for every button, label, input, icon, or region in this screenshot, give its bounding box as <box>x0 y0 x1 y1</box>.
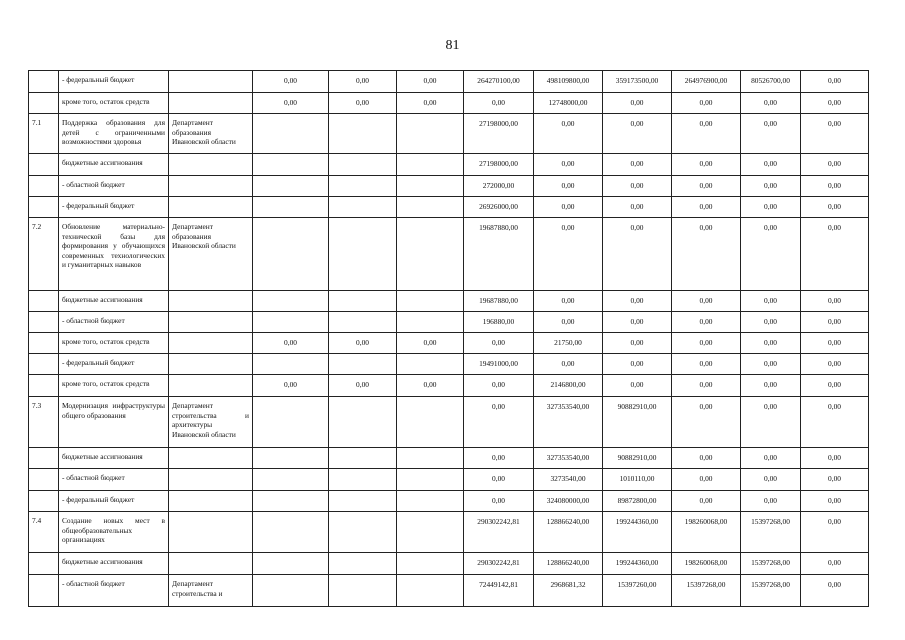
item-name-cell: - областной бюджет <box>59 176 169 197</box>
amount-cell: 0,00 <box>801 553 869 575</box>
item-number-cell: 7.3 <box>29 397 59 448</box>
amount-cell: 0,00 <box>741 114 801 154</box>
amount-cell: 21750,00 <box>534 333 603 354</box>
amount-cell: 0,00 <box>741 312 801 333</box>
amount-cell: 0,00 <box>801 397 869 448</box>
amount-cell <box>253 469 329 491</box>
item-number-cell <box>29 93 59 114</box>
amount-cell <box>329 512 397 553</box>
table-row <box>29 575 869 607</box>
amount-cell: 0,00 <box>329 93 397 114</box>
amount-cell: 15397260,00 <box>603 575 672 607</box>
amount-cell: 0,00 <box>329 333 397 354</box>
page-number: 81 <box>445 38 460 53</box>
amount-cell: 0,00 <box>801 218 869 291</box>
amount-cell: 0,00 <box>534 354 603 375</box>
department-cell <box>169 354 253 375</box>
amount-cell: 0,00 <box>603 375 672 397</box>
amount-cell: 327353540,00 <box>534 397 603 448</box>
amount-cell: 128866240,00 <box>534 512 603 553</box>
item-number-cell <box>29 375 59 397</box>
amount-cell: 0,00 <box>534 154 603 176</box>
department-cell <box>169 448 253 469</box>
item-name-cell: - федеральный бюджет <box>59 491 169 512</box>
amount-cell: 1010110,00 <box>603 469 672 491</box>
item-number-cell <box>29 291 59 312</box>
item-number-cell <box>29 553 59 575</box>
item-name-cell: - областной бюджет <box>59 312 169 333</box>
item-number-cell <box>29 491 59 512</box>
amount-cell: 327353540,00 <box>534 448 603 469</box>
amount-cell: 0,00 <box>672 291 741 312</box>
item-name-cell: кроме того, остаток средств <box>59 375 169 397</box>
amount-cell <box>253 553 329 575</box>
amount-cell <box>253 575 329 607</box>
amount-cell <box>397 512 464 553</box>
table-row <box>29 291 869 312</box>
amount-cell: 0,00 <box>397 375 464 397</box>
amount-cell: 359173500,00 <box>603 71 672 93</box>
amount-cell: 0,00 <box>741 333 801 354</box>
amount-cell: 0,00 <box>801 291 869 312</box>
amount-cell <box>329 448 397 469</box>
amount-cell: 0,00 <box>603 354 672 375</box>
amount-cell <box>253 491 329 512</box>
amount-cell <box>253 512 329 553</box>
department-cell <box>169 333 253 354</box>
amount-cell: 324080000,00 <box>534 491 603 512</box>
amount-cell: 0,00 <box>801 333 869 354</box>
amount-cell <box>329 114 397 154</box>
table-row <box>29 197 869 218</box>
table-row <box>29 512 869 553</box>
amount-cell <box>397 291 464 312</box>
amount-cell: 0,00 <box>741 491 801 512</box>
amount-cell: 0,00 <box>329 71 397 93</box>
amount-cell <box>253 354 329 375</box>
department-cell <box>169 312 253 333</box>
amount-cell: 0,00 <box>534 114 603 154</box>
amount-cell: 0,00 <box>603 218 672 291</box>
table-row <box>29 448 869 469</box>
amount-cell <box>329 312 397 333</box>
amount-cell: 89872800,00 <box>603 491 672 512</box>
table-row <box>29 491 869 512</box>
item-name-cell: Поддержка образования для детей с ограниченными возможностями здоровья <box>59 114 169 154</box>
amount-cell: 290302242,81 <box>464 553 534 575</box>
amount-cell: 0,00 <box>741 375 801 397</box>
amount-cell <box>397 448 464 469</box>
department-cell <box>169 291 253 312</box>
department-cell <box>169 553 253 575</box>
amount-cell: 0,00 <box>464 375 534 397</box>
department-cell: Департамент строительства и архитектуры Ивановской области <box>169 397 253 448</box>
amount-cell: 0,00 <box>329 375 397 397</box>
table-row <box>29 397 869 448</box>
amount-cell: 0,00 <box>672 469 741 491</box>
amount-cell: 90882910,00 <box>603 397 672 448</box>
amount-cell <box>329 154 397 176</box>
amount-cell: 0,00 <box>672 114 741 154</box>
amount-cell: 196880,00 <box>464 312 534 333</box>
amount-cell: 72449142,81 <box>464 575 534 607</box>
item-name-cell: - областной бюджет <box>59 575 169 607</box>
amount-cell <box>253 312 329 333</box>
item-name-cell: Обновление материально-технической базы для формирования у обучающихся современных технологических и гуманитарных навыков <box>59 218 169 291</box>
amount-cell: 199244360,00 <box>603 512 672 553</box>
amount-cell <box>329 469 397 491</box>
amount-cell: 0,00 <box>801 71 869 93</box>
item-number-cell <box>29 71 59 93</box>
amount-cell: 0,00 <box>672 448 741 469</box>
item-number-cell <box>29 197 59 218</box>
item-name-cell: - областной бюджет <box>59 469 169 491</box>
amount-cell <box>253 448 329 469</box>
amount-cell <box>329 197 397 218</box>
item-number-cell <box>29 354 59 375</box>
amount-cell <box>397 218 464 291</box>
item-name-cell: бюджетные ассигнования <box>59 291 169 312</box>
amount-cell: 272000,00 <box>464 176 534 197</box>
amount-cell: 19687880,00 <box>464 291 534 312</box>
item-name-cell: кроме того, остаток средств <box>59 93 169 114</box>
amount-cell: 0,00 <box>741 218 801 291</box>
amount-cell: 0,00 <box>603 114 672 154</box>
amount-cell: 0,00 <box>672 197 741 218</box>
department-cell <box>169 197 253 218</box>
amount-cell: 290302242,81 <box>464 512 534 553</box>
item-name-cell: бюджетные ассигнования <box>59 154 169 176</box>
amount-cell <box>329 218 397 291</box>
item-name-cell: - федеральный бюджет <box>59 197 169 218</box>
amount-cell: 0,00 <box>801 312 869 333</box>
amount-cell: 0,00 <box>603 154 672 176</box>
amount-cell: 0,00 <box>801 469 869 491</box>
amount-cell: 2968681,32 <box>534 575 603 607</box>
amount-cell: 0,00 <box>464 333 534 354</box>
item-name-cell: - федеральный бюджет <box>59 354 169 375</box>
amount-cell: 12748000,00 <box>534 93 603 114</box>
table-row <box>29 553 869 575</box>
amount-cell: 0,00 <box>397 333 464 354</box>
amount-cell: 27198000,00 <box>464 154 534 176</box>
amount-cell <box>329 176 397 197</box>
department-cell <box>169 154 253 176</box>
amount-cell <box>397 553 464 575</box>
amount-cell <box>253 397 329 448</box>
amount-cell: 80526700,00 <box>741 71 801 93</box>
amount-cell: 0,00 <box>741 154 801 176</box>
item-number-cell <box>29 176 59 197</box>
item-name-cell: бюджетные ассигнования <box>59 448 169 469</box>
amount-cell: 0,00 <box>464 397 534 448</box>
table-row <box>29 154 869 176</box>
amount-cell: 26926000,00 <box>464 197 534 218</box>
amount-cell: 0,00 <box>534 312 603 333</box>
amount-cell: 0,00 <box>672 491 741 512</box>
amount-cell: 0,00 <box>672 154 741 176</box>
amount-cell: 0,00 <box>397 93 464 114</box>
item-number-cell: 7.4 <box>29 512 59 553</box>
department-cell: Департамент образования Ивановской области <box>169 218 253 291</box>
amount-cell <box>329 291 397 312</box>
item-name-cell: Модернизация инфраструктуры общего образования <box>59 397 169 448</box>
amount-cell: 0,00 <box>741 176 801 197</box>
amount-cell: 0,00 <box>534 176 603 197</box>
amount-cell: 128866240,00 <box>534 553 603 575</box>
item-number-cell <box>29 312 59 333</box>
amount-cell: 0,00 <box>534 218 603 291</box>
amount-cell: 199244360,00 <box>603 553 672 575</box>
amount-cell: 0,00 <box>801 197 869 218</box>
amount-cell: 0,00 <box>253 93 329 114</box>
amount-cell: 19687880,00 <box>464 218 534 291</box>
amount-cell: 15397268,00 <box>741 553 801 575</box>
amount-cell: 0,00 <box>801 176 869 197</box>
amount-cell: 0,00 <box>672 397 741 448</box>
table-row <box>29 312 869 333</box>
amount-cell <box>397 154 464 176</box>
amount-cell: 0,00 <box>253 375 329 397</box>
amount-cell: 0,00 <box>534 291 603 312</box>
amount-cell: 0,00 <box>397 71 464 93</box>
amount-cell <box>253 197 329 218</box>
table-row <box>29 71 869 93</box>
amount-cell: 0,00 <box>741 197 801 218</box>
table-row <box>29 333 869 354</box>
amount-cell: 0,00 <box>672 333 741 354</box>
item-number-cell <box>29 448 59 469</box>
item-number-cell <box>29 469 59 491</box>
table-row <box>29 114 869 154</box>
amount-cell: 0,00 <box>672 375 741 397</box>
amount-cell: 198260068,00 <box>672 553 741 575</box>
amount-cell <box>329 553 397 575</box>
amount-cell: 498109800,00 <box>534 71 603 93</box>
amount-cell: 0,00 <box>253 333 329 354</box>
amount-cell <box>397 114 464 154</box>
item-number-cell <box>29 333 59 354</box>
amount-cell: 3273540,00 <box>534 469 603 491</box>
amount-cell: 0,00 <box>801 354 869 375</box>
amount-cell: 0,00 <box>801 448 869 469</box>
amount-cell: 0,00 <box>464 491 534 512</box>
amount-cell: 0,00 <box>801 491 869 512</box>
amount-cell: 0,00 <box>603 312 672 333</box>
amount-cell: 0,00 <box>741 354 801 375</box>
amount-cell <box>397 575 464 607</box>
amount-cell: 0,00 <box>801 154 869 176</box>
amount-cell: 0,00 <box>534 197 603 218</box>
amount-cell <box>253 218 329 291</box>
amount-cell: 0,00 <box>741 448 801 469</box>
amount-cell: 264270100,00 <box>464 71 534 93</box>
amount-cell <box>253 154 329 176</box>
amount-cell: 0,00 <box>672 93 741 114</box>
amount-cell <box>329 397 397 448</box>
amount-cell <box>329 491 397 512</box>
amount-cell: 0,00 <box>603 197 672 218</box>
department-cell <box>169 375 253 397</box>
department-cell <box>169 93 253 114</box>
amount-cell <box>397 197 464 218</box>
item-name-cell: - федеральный бюджет <box>59 71 169 93</box>
department-cell <box>169 469 253 491</box>
amount-cell: 0,00 <box>801 114 869 154</box>
amount-cell <box>397 469 464 491</box>
department-cell <box>169 491 253 512</box>
amount-cell: 0,00 <box>603 93 672 114</box>
amount-cell: 0,00 <box>672 312 741 333</box>
amount-cell: 15397268,00 <box>741 575 801 607</box>
item-name-cell: кроме того, остаток средств <box>59 333 169 354</box>
amount-cell <box>253 176 329 197</box>
amount-cell: 15397268,00 <box>741 512 801 553</box>
amount-cell <box>397 354 464 375</box>
amount-cell <box>397 397 464 448</box>
amount-cell: 0,00 <box>801 512 869 553</box>
amount-cell: 0,00 <box>741 291 801 312</box>
amount-cell <box>253 114 329 154</box>
item-number-cell <box>29 154 59 176</box>
amount-cell: 0,00 <box>464 469 534 491</box>
budget-table <box>28 70 869 607</box>
amount-cell: 0,00 <box>672 218 741 291</box>
item-name-cell: Создание новых мест в общеобразовательных организациях <box>59 512 169 553</box>
amount-cell: 0,00 <box>801 93 869 114</box>
table-row <box>29 176 869 197</box>
amount-cell: 2146800,00 <box>534 375 603 397</box>
amount-cell <box>329 575 397 607</box>
amount-cell: 0,00 <box>672 176 741 197</box>
table-row <box>29 375 869 397</box>
table-row <box>29 93 869 114</box>
amount-cell: 0,00 <box>741 93 801 114</box>
item-number-cell: 7.2 <box>29 218 59 291</box>
amount-cell <box>397 491 464 512</box>
table-row <box>29 354 869 375</box>
department-cell: Департамент образования Ивановской области <box>169 114 253 154</box>
amount-cell: 27198000,00 <box>464 114 534 154</box>
amount-cell <box>397 176 464 197</box>
amount-cell: 0,00 <box>253 71 329 93</box>
amount-cell: 90882910,00 <box>603 448 672 469</box>
department-cell <box>169 176 253 197</box>
amount-cell: 0,00 <box>603 291 672 312</box>
amount-cell: 0,00 <box>464 93 534 114</box>
amount-cell: 198260068,00 <box>672 512 741 553</box>
amount-cell: 0,00 <box>741 469 801 491</box>
department-cell <box>169 512 253 553</box>
table-row <box>29 469 869 491</box>
department-cell <box>169 71 253 93</box>
amount-cell <box>397 312 464 333</box>
amount-cell <box>253 291 329 312</box>
amount-cell: 0,00 <box>801 375 869 397</box>
amount-cell: 0,00 <box>672 354 741 375</box>
item-number-cell: 7.1 <box>29 114 59 154</box>
department-cell: Департамент строительства и <box>169 575 253 607</box>
item-number-cell <box>29 575 59 607</box>
amount-cell <box>329 354 397 375</box>
table-row <box>29 218 869 291</box>
amount-cell: 19491000,00 <box>464 354 534 375</box>
amount-cell: 264976900,00 <box>672 71 741 93</box>
amount-cell: 0,00 <box>603 176 672 197</box>
amount-cell: 0,00 <box>741 397 801 448</box>
amount-cell: 0,00 <box>801 575 869 607</box>
item-name-cell: бюджетные ассигнования <box>59 553 169 575</box>
amount-cell: 0,00 <box>603 333 672 354</box>
amount-cell: 0,00 <box>464 448 534 469</box>
amount-cell: 15397268,00 <box>672 575 741 607</box>
